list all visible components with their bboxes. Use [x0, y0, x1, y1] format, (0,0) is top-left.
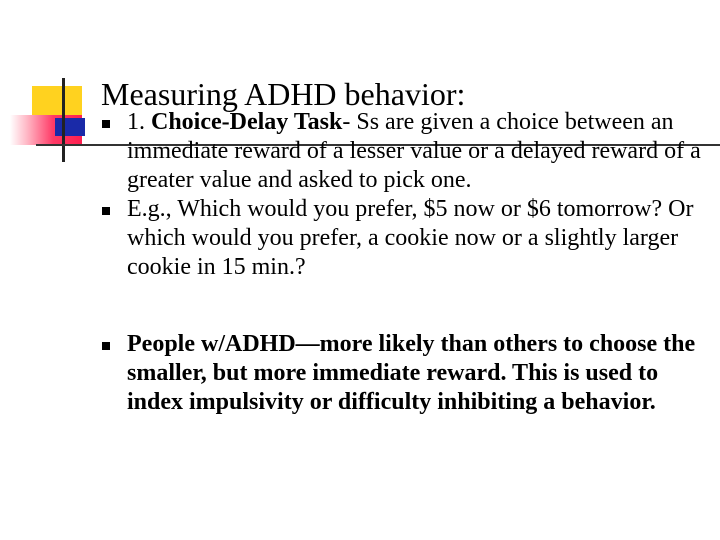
bullet-term: Choice-Delay Task [151, 109, 343, 135]
bullet-example [95, 195, 713, 282]
bullet-choice-delay-task [95, 108, 713, 195]
bullet-text: E.g., Which would you prefer, $5 now or $6 tomorrow? Or which would you prefer, a cookie now or a slightly larger cookie in 15 min.? [127, 196, 694, 280]
bullet-text: - Ss are given a choice between an immediate reward of a lesser value or a delayed reward of a greater value and asked to pick one. [127, 109, 701, 193]
bullet-adhd-finding [95, 330, 713, 417]
square-bullet-icon [102, 207, 110, 215]
slide-title: Measuring ADHD behavior: [101, 76, 466, 113]
square-bullet-icon [102, 120, 110, 128]
bullet-number: 1. [127, 109, 151, 135]
decorative-vertical-line [62, 78, 65, 162]
bullet-list [95, 108, 713, 417]
square-bullet-icon [102, 342, 110, 350]
decorative-blue-block [55, 118, 85, 136]
bullet-text: People w/ADHD—more likely than others to choose the smaller, but more immediate reward. This is used to index impulsivity or difficulty inhibiting a behavior. [127, 331, 696, 415]
